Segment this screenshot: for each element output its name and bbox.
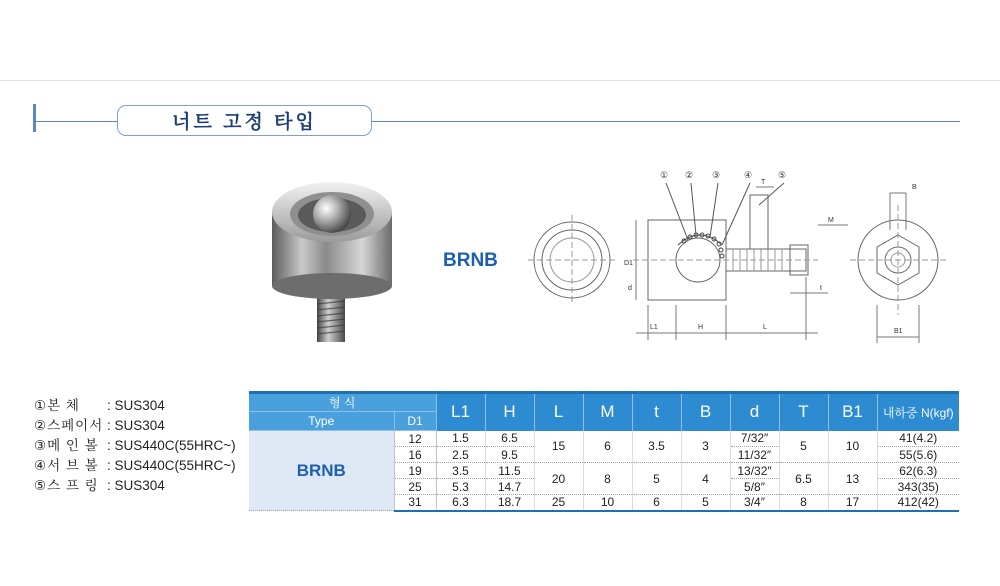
cell-l1: 5.3 [436, 479, 485, 495]
material-value: : SUS440C(55HRC~) [107, 458, 236, 473]
cell-b: 3 [681, 431, 730, 463]
callout-5: ⑤ [778, 170, 787, 180]
material-name: ①본 체 [34, 398, 80, 413]
header-load: 내하중 N(kgf) [877, 393, 959, 431]
section-title: 너트 고정 타입 [117, 105, 372, 136]
callout-3: ③ [712, 170, 721, 180]
cell-load: 41(4.2) [877, 431, 959, 447]
cell-h: 9.5 [485, 447, 534, 463]
material-value: : SUS304 [107, 478, 165, 493]
product-photo [262, 174, 402, 346]
cell-l: 15 [534, 431, 583, 463]
header-type-kr: 형 식 [249, 393, 436, 412]
header-type-en: Type [249, 412, 394, 431]
cell-l1: 6.3 [436, 495, 485, 511]
dim-t-upper: T [761, 179, 766, 186]
cell-d: 5/8″ [730, 479, 779, 495]
header-d: d [730, 393, 779, 431]
cell-t-upper: 6.5 [779, 463, 828, 495]
top-divider [0, 80, 1000, 81]
section-accent-bar [33, 104, 36, 132]
front-view [528, 215, 616, 305]
dim-l1: L1 [650, 324, 658, 331]
dim-d1: D1 [624, 260, 633, 267]
cell-m: 8 [583, 463, 632, 495]
cell-d1: 16 [394, 447, 436, 463]
table-row [249, 431, 959, 447]
material-name: ③메 인 볼 [34, 438, 99, 453]
header-t: t [632, 393, 681, 431]
cell-b1: 13 [828, 463, 877, 495]
cell-b1: 17 [828, 495, 877, 511]
cell-m: 6 [583, 431, 632, 463]
cell-d1: 31 [394, 495, 436, 511]
technical-drawing [528, 165, 963, 350]
material-name: ⑤스 프 링 [34, 478, 99, 493]
top-view [850, 193, 946, 343]
cell-b: 5 [681, 495, 730, 511]
cell-l1: 1.5 [436, 431, 485, 447]
material-value: : SUS304 [107, 418, 165, 433]
spec-table [249, 391, 959, 512]
header-m: M [583, 393, 632, 431]
cell-d: 11/32″ [730, 447, 779, 463]
header-t-upper: T [779, 393, 828, 431]
callout-2: ② [685, 170, 694, 180]
cell-m: 10 [583, 495, 632, 511]
cell-load: 62(6.3) [877, 463, 959, 479]
cell-t-upper: 8 [779, 495, 828, 511]
cell-d: 13/32″ [730, 463, 779, 479]
cell-h: 11.5 [485, 463, 534, 479]
cell-l: 25 [534, 495, 583, 511]
dim-b1: B1 [894, 328, 903, 335]
cell-h: 6.5 [485, 431, 534, 447]
header-l1: L1 [436, 393, 485, 431]
material-row [34, 436, 236, 456]
cell-b: 4 [681, 463, 730, 495]
cell-t-upper: 5 [779, 431, 828, 463]
model-label: BRNB [443, 250, 498, 271]
cell-d1: 12 [394, 431, 436, 447]
material-value: : SUS440C(55HRC~) [107, 438, 236, 453]
cell-h: 18.7 [485, 495, 534, 511]
cell-t: 6 [632, 495, 681, 511]
cell-h: 14.7 [485, 479, 534, 495]
cell-d: 3/4″ [730, 495, 779, 511]
material-name: ④서 브 볼 [34, 458, 99, 473]
cell-load: 343(35) [877, 479, 959, 495]
callout-1: ① [660, 170, 669, 180]
cell-load: 412(42) [877, 495, 959, 511]
cell-t: 5 [632, 463, 681, 495]
header-l: L [534, 393, 583, 431]
dim-t-lower: t [820, 285, 822, 292]
materials-list [34, 396, 236, 496]
dim-l: L [763, 324, 767, 331]
header-b: B [681, 393, 730, 431]
cell-l: 20 [534, 463, 583, 495]
cell-d1: 25 [394, 479, 436, 495]
dim-d: d [628, 285, 632, 292]
material-value: : SUS304 [107, 398, 165, 413]
cell-l1: 3.5 [436, 463, 485, 479]
cell-l1: 2.5 [436, 447, 485, 463]
dim-m: M [828, 217, 834, 224]
cell-b1: 10 [828, 431, 877, 463]
header-d1: D1 [394, 412, 436, 431]
dim-h: H [698, 324, 704, 331]
side-view [633, 183, 848, 340]
material-name: ②스페이서 [34, 418, 104, 433]
material-row [34, 396, 236, 416]
cell-t: 3.5 [632, 431, 681, 463]
header-h: H [485, 393, 534, 431]
cell-load: 55(5.6) [877, 447, 959, 463]
cell-d1: 19 [394, 463, 436, 479]
type-cell: BRNB [249, 431, 394, 511]
material-row [34, 456, 236, 476]
cell-d: 7/32″ [730, 431, 779, 447]
callout-4: ④ [744, 170, 753, 180]
material-row [34, 416, 236, 436]
material-row [34, 476, 236, 496]
header-b1: B1 [828, 393, 877, 431]
dim-b: B [912, 184, 917, 191]
